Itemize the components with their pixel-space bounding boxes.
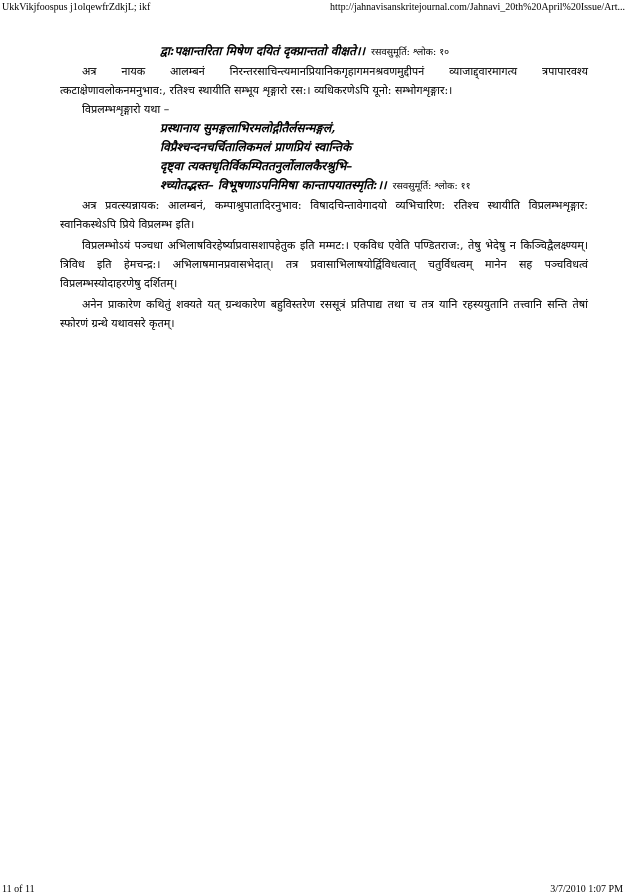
- print-timestamp: 3/7/2010 1:07 PM: [550, 884, 623, 895]
- verse-line-4: [60, 176, 588, 196]
- verse-top-source: रसवसुमूर्ति: श्लोक: १०: [371, 47, 450, 58]
- verse-top: [60, 42, 588, 62]
- paragraph-4: विप्रलम्भोऽयं पञ्चधा अभिलाषविरहेर्ष्याप्रवासशापहेतुक इति मम्मट:। एकविध एवेति पण्डितराज:, तेषु भेदेषु न किञ्चिद्वैलक्ष्ण्यम्। त्रिविध इति हेमचन्द्र:। अभिलाषमानप्रवासभेदात्। तत्र प्रवासाभिलाषयोर्द्विविधत्वात् चतुर्विधत्वम् मानेन सह पञ्चविधत्वं विप्रलम्भस्योदाहरणेषु दर्शितम्।: [60, 239, 588, 290]
- article-body: [60, 42, 588, 333]
- verse-top-text: द्वा:पक्षान्तरिता मिषेण दयितं दृक्प्रान्ततो वीक्षते।।: [160, 44, 366, 58]
- page-title: UkkVikjfoospus j1olqewfrZdkjL; ikf: [2, 2, 151, 13]
- paragraph-1: अत्र नायक आलम्बनं निरन्तरसाचिन्त्यमानप्रियानिकगृहागमनश्रवणमुद्दीपनं व्याजाद्द्वारमागत्य त्रपापारवश्य त्कटाक्षेणावलोकनमनुभाव:, रतिश्च स्थायीति सम्भूय शृङ्गारो रस:। व्यधिकरणेऽपि यूनो: सम्भोगशृङ्गार:।: [60, 65, 588, 97]
- paragraph-5: अनेन प्राकारेण कथितुं शक्यते यत् ग्रन्थकारेण बहुविस्तरेण रससूत्रं प्रतिपाद्य तथा च तत्र यानि रहस्ययुतानि तत्त्वानि सन्ति तेषां स्फोरणं ग्रन्थे यथावसरे कृतम्।: [60, 298, 588, 330]
- verse-line-4-text: श्च्योतद्भस्त– विभूषणाऽपनिमिषा कान्तापयातस्मृति:।।: [160, 178, 387, 192]
- page-url[interactable]: http://jahnavisanskritejournal.com/Jahnavi_20th%20April%20Issue/Art...: [330, 2, 625, 13]
- verse-line-2: विप्रैश्चन्दनचर्चितालिकमलं प्राणप्रियं स्वान्तिके: [160, 140, 352, 154]
- verse-line-3: दृष्ट्वा त्यक्तधृतिर्विकम्पिततनुर्लोलालकैरश्रुभि–: [160, 159, 353, 173]
- verse-source: रसवसुमूर्ति: श्लोक: ११: [392, 181, 471, 192]
- paragraph-2: विप्रलम्भशृङ्गारो यथा –: [82, 103, 170, 116]
- verse-line-1: प्रस्थानाय सुमङ्गलाभिरमलोद्गीतैर्लसन्मङ्गलं,: [160, 121, 336, 135]
- paragraph-3: अत्र प्रवत्स्यन्नायक: आलम्बनं, कम्पाश्रुपातादिरनुभाव: विषादचिन्तावेगादयो व्यभिचारिण: रतिश्च स्थायीति विप्रलम्भशृङ्गार: स्वानिकस्थेऽपि प्रिये विप्रलम्भ इति।: [60, 199, 588, 231]
- page-count: 11 of 11: [2, 884, 35, 895]
